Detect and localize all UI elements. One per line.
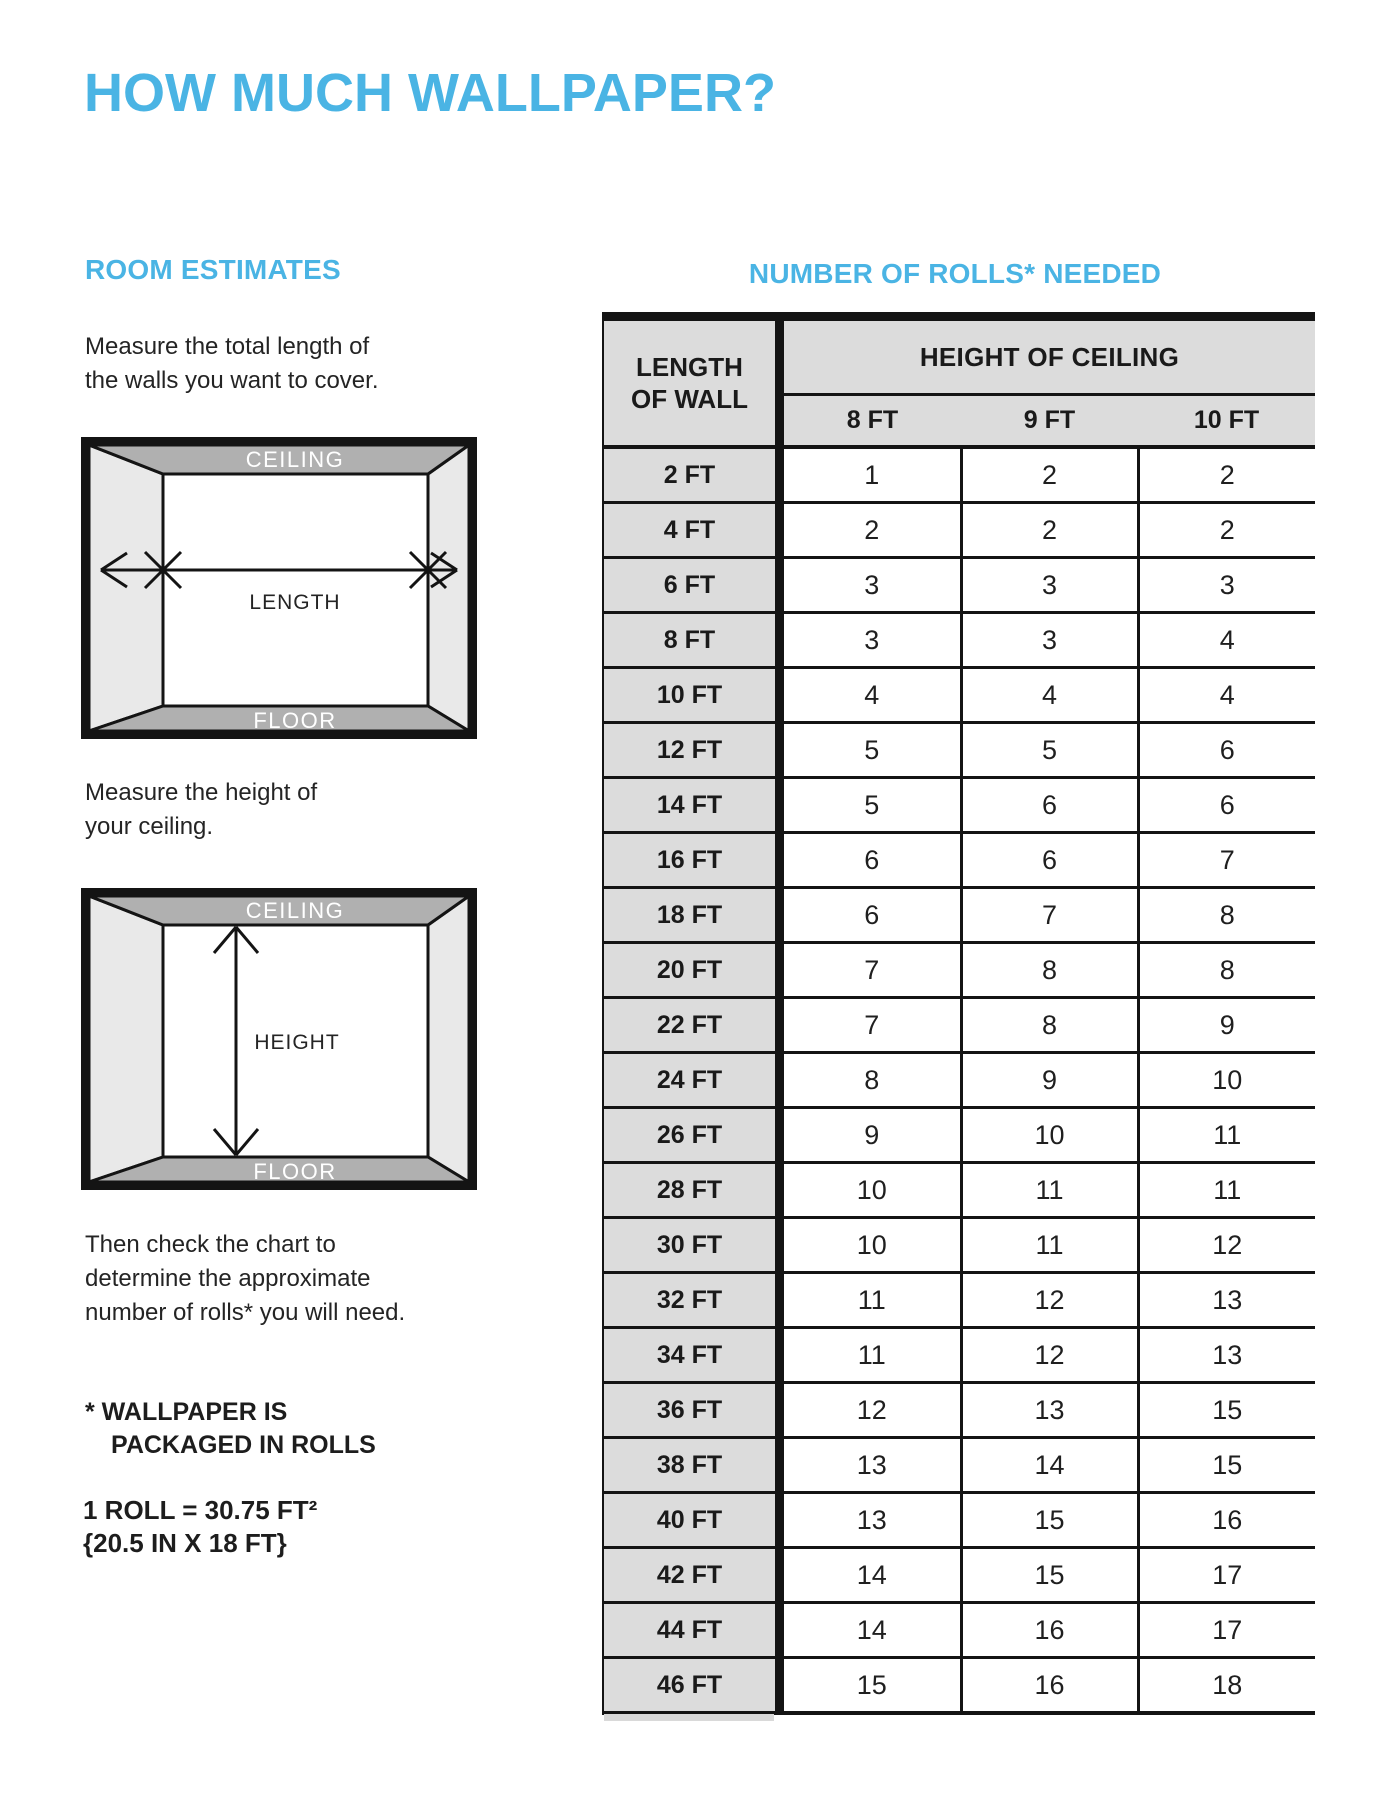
left-wall: [89, 896, 163, 1182]
length-of-wall-cell: 16 FT: [603, 833, 780, 888]
rolls-count-cell: 6: [961, 833, 1138, 888]
ceiling-label: CEILING: [245, 898, 345, 923]
rolls-count-cell: 12: [961, 1328, 1138, 1383]
rolls-count-cell: 5: [780, 723, 962, 778]
rolls-count-cell: 8: [961, 943, 1138, 998]
rolls-count-cell: 16: [961, 1658, 1138, 1714]
column-header-9ft: 9 FT: [961, 395, 1138, 448]
rolls-count-cell: 4: [780, 668, 962, 723]
rolls-count-cell: 2: [1138, 447, 1315, 503]
rolls-count-cell: 15: [1138, 1438, 1315, 1493]
table-row: [603, 1493, 1315, 1548]
right-wall: [428, 445, 469, 731]
rolls-count-cell: 12: [1138, 1218, 1315, 1273]
rolls-count-cell: 6: [780, 833, 962, 888]
inner-wall: [163, 474, 428, 706]
rolls-count-cell: 6: [1138, 778, 1315, 833]
length-of-wall-cell: 18 FT: [603, 888, 780, 943]
rolls-count-cell: 2: [961, 447, 1138, 503]
height-label: HEIGHT: [254, 1031, 340, 1054]
text-line: determine the approximate: [85, 1265, 371, 1292]
rolls-count-cell: 7: [961, 888, 1138, 943]
length-of-wall-cell: 46 FT: [603, 1658, 780, 1714]
rolls-count-cell: 10: [961, 1108, 1138, 1163]
table-row: [603, 1218, 1315, 1273]
rolls-count-cell: 14: [780, 1603, 962, 1658]
rolls-count-cell: 16: [961, 1603, 1138, 1658]
rolls-count-cell: 11: [780, 1273, 962, 1328]
rolls-count-cell: 14: [780, 1548, 962, 1603]
column-header-10ft: 10 FT: [1138, 395, 1315, 448]
rolls-count-cell: 11: [1138, 1108, 1315, 1163]
right-wall: [428, 896, 469, 1182]
rolls-count-cell: 7: [780, 943, 962, 998]
rolls-count-cell: 10: [780, 1163, 962, 1218]
rolls-count-cell: 8: [1138, 888, 1315, 943]
height-of-ceiling-header: HEIGHT OF CEILING: [780, 317, 1316, 395]
table-row: [603, 1438, 1315, 1493]
text-line: your ceiling.: [85, 813, 214, 840]
length-of-wall-cell: 32 FT: [603, 1273, 780, 1328]
column-header-8ft: 8 FT: [780, 395, 962, 448]
table-row: [603, 1603, 1315, 1658]
rolls-count-cell: 8: [961, 998, 1138, 1053]
rolls-count-cell: 13: [1138, 1328, 1315, 1383]
room-estimates-heading: ROOM ESTIMATES: [85, 254, 341, 285]
rolls-table-container: [602, 312, 1315, 1715]
table-row: [603, 943, 1315, 998]
rolls-count-cell: 7: [1138, 833, 1315, 888]
text-line: the walls you want to cover.: [85, 367, 379, 394]
rolls-count-cell: 9: [961, 1053, 1138, 1108]
rolls-count-cell: 8: [1138, 943, 1315, 998]
rolls-count-cell: 13: [961, 1383, 1138, 1438]
rolls-count-cell: 5: [780, 778, 962, 833]
length-of-wall-cell: 14 FT: [603, 778, 780, 833]
text-line: Measure the height of: [85, 779, 318, 806]
length-of-wall-cell: 2 FT: [603, 447, 780, 503]
rolls-count-cell: 13: [1138, 1273, 1315, 1328]
length-of-wall-header: [603, 317, 780, 448]
check-chart-text: [85, 1228, 405, 1330]
room-height-diagram: [81, 888, 477, 1190]
length-header-line: OF WALL: [631, 384, 748, 414]
length-of-wall-cell: 4 FT: [603, 503, 780, 558]
length-of-wall-cell: 26 FT: [603, 1108, 780, 1163]
rolls-count-cell: 17: [1138, 1548, 1315, 1603]
rolls-count-cell: 4: [961, 668, 1138, 723]
page-title: HOW MUCH WALLPAPER?: [84, 63, 776, 123]
length-of-wall-cell: 24 FT: [603, 1053, 780, 1108]
roll-spec: [83, 1494, 317, 1560]
table-row: [603, 613, 1315, 668]
rolls-count-cell: 6: [780, 888, 962, 943]
rolls-count-cell: 18: [1138, 1658, 1315, 1714]
length-of-wall-cell: 34 FT: [603, 1328, 780, 1383]
text-line: Measure the total length of: [85, 333, 370, 360]
rolls-count-cell: 15: [961, 1493, 1138, 1548]
length-of-wall-cell: 36 FT: [603, 1383, 780, 1438]
length-of-wall-cell: 12 FT: [603, 723, 780, 778]
rolls-count-cell: 3: [1138, 558, 1315, 613]
length-label: LENGTH: [249, 591, 341, 614]
roll-spec-line: 1 ROLL = 30.75 FT²: [83, 1495, 318, 1525]
rolls-count-cell: 12: [780, 1383, 962, 1438]
table-row: [603, 723, 1315, 778]
floor-label: FLOOR: [253, 708, 337, 733]
rolls-count-cell: 9: [1138, 998, 1315, 1053]
rolls-count-cell: 5: [961, 723, 1138, 778]
table-row: [603, 558, 1315, 613]
table-row: [603, 998, 1315, 1053]
table-row: [603, 668, 1315, 723]
text-line: Then check the chart to: [85, 1231, 336, 1258]
measure-length-text: [85, 330, 378, 398]
footnote-line: * WALLPAPER IS: [85, 1398, 288, 1426]
rolls-count-cell: 4: [1138, 613, 1315, 668]
rolls-count-cell: 14: [961, 1438, 1138, 1493]
table-row: [603, 1273, 1315, 1328]
length-of-wall-cell: 10 FT: [603, 668, 780, 723]
rolls-count-cell: 2: [961, 503, 1138, 558]
table-row: [603, 1163, 1315, 1218]
length-of-wall-cell: 38 FT: [603, 1438, 780, 1493]
table-row: [603, 1658, 1315, 1714]
rolls-count-cell: 11: [1138, 1163, 1315, 1218]
table-row: [603, 833, 1315, 888]
text-line: number of rolls* you will need.: [85, 1299, 406, 1326]
table-row: [603, 888, 1315, 943]
length-of-wall-cell: 22 FT: [603, 998, 780, 1053]
table-bottom-gray-stub: [604, 1714, 774, 1721]
length-header-line: LENGTH: [636, 352, 743, 382]
rolls-count-cell: 11: [961, 1163, 1138, 1218]
rolls-count-cell: 6: [961, 778, 1138, 833]
rolls-count-cell: 15: [780, 1658, 962, 1714]
length-of-wall-cell: 20 FT: [603, 943, 780, 998]
table-row: [603, 1053, 1315, 1108]
rolls-count-cell: 1: [780, 447, 962, 503]
rolls-count-cell: 7: [780, 998, 962, 1053]
length-of-wall-cell: 42 FT: [603, 1548, 780, 1603]
rolls-count-cell: 15: [1138, 1383, 1315, 1438]
rolls-count-cell: 2: [780, 503, 962, 558]
table-row: [603, 447, 1315, 503]
ceiling-label: CEILING: [245, 447, 345, 472]
rolls-count-cell: 9: [780, 1108, 962, 1163]
table-row: [603, 1108, 1315, 1163]
rolls-count-cell: 10: [780, 1218, 962, 1273]
footnote-line: PACKAGED IN ROLLS: [111, 1431, 376, 1459]
rolls-count-cell: 6: [1138, 723, 1315, 778]
rolls-table: [602, 312, 1315, 1715]
rolls-needed-heading: NUMBER OF ROLLS* NEEDED: [748, 258, 1162, 289]
length-of-wall-cell: 6 FT: [603, 558, 780, 613]
table-row: [603, 1383, 1315, 1438]
rolls-count-cell: 4: [1138, 668, 1315, 723]
rolls-count-cell: 15: [961, 1548, 1138, 1603]
rolls-table-body: [603, 447, 1315, 1713]
rolls-count-cell: 8: [780, 1053, 962, 1108]
rolls-count-cell: 3: [961, 613, 1138, 668]
rolls-count-cell: 3: [780, 613, 962, 668]
floor-label: FLOOR: [253, 1159, 337, 1184]
rolls-count-cell: 16: [1138, 1493, 1315, 1548]
rolls-count-cell: 2: [1138, 503, 1315, 558]
table-row: [603, 1328, 1315, 1383]
rolls-count-cell: 11: [961, 1218, 1138, 1273]
length-of-wall-cell: 40 FT: [603, 1493, 780, 1548]
table-row: [603, 503, 1315, 558]
roll-spec-line: {20.5 IN X 18 FT}: [83, 1528, 287, 1558]
table-row: [603, 1548, 1315, 1603]
rolls-count-cell: 3: [780, 558, 962, 613]
rolls-count-cell: 12: [961, 1273, 1138, 1328]
rolls-count-cell: 3: [961, 558, 1138, 613]
rolls-footnote: [85, 1396, 376, 1462]
table-header-row: [603, 317, 1315, 395]
rolls-count-cell: 13: [780, 1438, 962, 1493]
room-length-diagram: [81, 437, 477, 739]
measure-height-text: [85, 776, 317, 844]
length-of-wall-cell: 30 FT: [603, 1218, 780, 1273]
rolls-count-cell: 10: [1138, 1053, 1315, 1108]
length-of-wall-cell: 28 FT: [603, 1163, 780, 1218]
rolls-count-cell: 13: [780, 1493, 962, 1548]
rolls-count-cell: 17: [1138, 1603, 1315, 1658]
table-row: [603, 778, 1315, 833]
length-of-wall-cell: 8 FT: [603, 613, 780, 668]
rolls-count-cell: 11: [780, 1328, 962, 1383]
length-of-wall-cell: 44 FT: [603, 1603, 780, 1658]
